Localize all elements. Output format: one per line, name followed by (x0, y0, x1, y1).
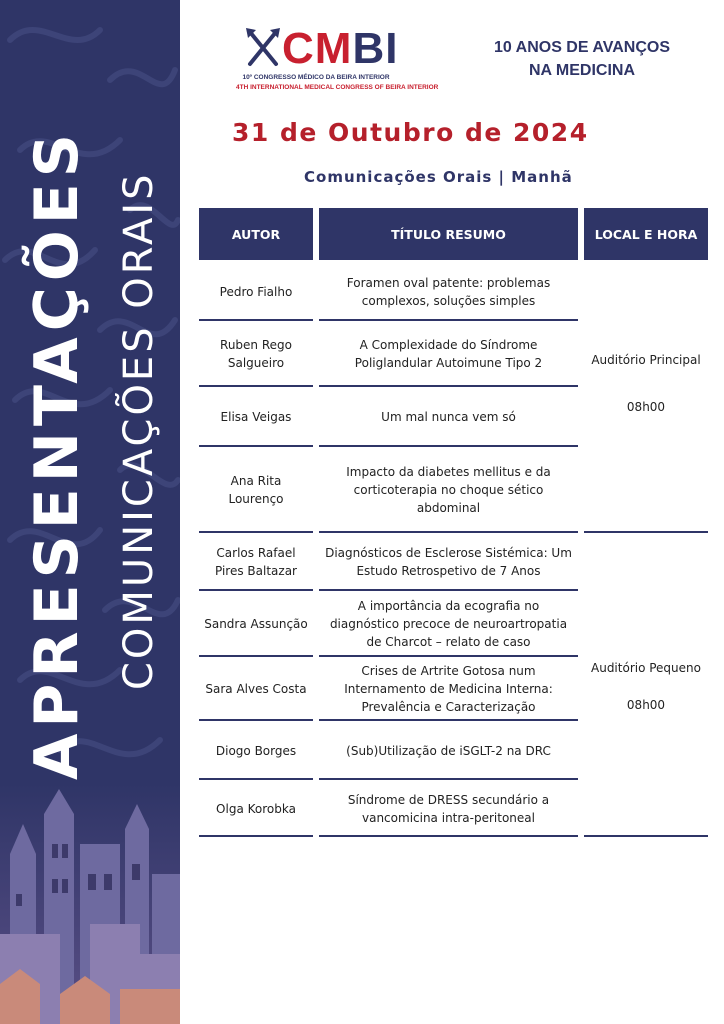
row-divider (199, 719, 313, 721)
row-author: Sara Alves Costa (205, 682, 307, 696)
row-divider (319, 778, 578, 780)
logo-brand: CMBI (282, 24, 399, 73)
row-divider (319, 319, 578, 321)
row-title: Síndrome de DRESS secundário a vancomicina intra-peritoneal (347, 792, 550, 825)
group-time: 08h00 (626, 698, 666, 712)
row-author: Sandra Assunção (204, 617, 308, 631)
row-title: Impacto da diabetes mellitus e da corticoterapia no choque sético abdominal (346, 465, 551, 515)
group-location: Auditório Principal (591, 353, 701, 367)
group-location: Auditório Pequeno (591, 661, 701, 675)
group-divider (584, 531, 708, 533)
row-title: A Complexidade do Síndrome Poliglandular Autoimune Tipo 2 (354, 338, 543, 370)
row-divider (319, 531, 578, 533)
tagline: 10 ANOS DE AVANÇOS NA MEDICINA (493, 39, 671, 79)
row-author: Diogo Borges (215, 743, 297, 758)
row-divider (319, 655, 578, 657)
session-subtitle: Comunicações Orais | Manhã (304, 168, 573, 186)
row-author: Olga Korobka (216, 801, 296, 816)
row-divider (319, 445, 578, 447)
sidebar-title-main: APRESENTAÇÕES (22, 128, 92, 780)
row-title: (Sub)Utilização de iSGLT-2 na DRC (346, 743, 551, 758)
cmbi-logo (236, 24, 439, 96)
row-author: Ruben Rego Salgueiro (220, 338, 292, 370)
sidebar-title-sub: COMUNICAÇÕES ORAIS (116, 171, 162, 690)
row-title: Diagnósticos de Esclerose Sistémica: Um Estudo Retrospetivo de 7 Anos (325, 546, 572, 578)
row-divider (319, 719, 578, 721)
crossed-arrows-icon (246, 28, 280, 68)
row-divider (199, 319, 313, 321)
row-title: Foramen oval patente: problemas complexos, soluções simples (346, 275, 551, 308)
row-divider (319, 835, 578, 837)
row-author: Elisa Veigas (220, 410, 292, 424)
header-title: TÍTULO RESUMO (319, 208, 578, 260)
row-divider (199, 655, 313, 657)
header-author: AUTOR (199, 208, 313, 260)
event-date: 31 de Outubro de 2024 (232, 118, 589, 147)
row-divider (199, 445, 313, 447)
row-title: Um mal nunca vem só (381, 410, 516, 424)
row-author: Pedro Fialho (219, 284, 293, 299)
row-divider (319, 385, 578, 387)
row-divider (199, 589, 313, 591)
row-author: Carlos Rafael Pires Baltazar (215, 546, 297, 578)
group-time: 08h00 (626, 400, 666, 414)
group-divider (584, 835, 708, 837)
row-divider (319, 589, 578, 591)
city-illustration (0, 784, 180, 1024)
row-divider (199, 385, 313, 387)
row-divider (199, 835, 313, 837)
sidebar-panel (0, 0, 180, 1024)
row-title: A importância da ecografia no diagnóstico precoce de neuroartropatia de Charcot – relato de caso (329, 599, 568, 649)
row-divider (199, 778, 313, 780)
logo-line2: 4TH INTERNATIONAL MEDICAL CONGRESS OF BEIRA INTERIOR (236, 84, 439, 91)
row-author: Ana Rita Lourenço (228, 474, 284, 506)
row-title: Crises de Artrite Gotosa num Internamento de Medicina Interna: Prevalência e Caracterização (344, 664, 553, 714)
row-divider (199, 531, 313, 533)
logo-line1: 10º CONGRESSO MÉDICO DA BEIRA INTERIOR (242, 74, 390, 81)
header-location: LOCAL E HORA (584, 208, 708, 260)
